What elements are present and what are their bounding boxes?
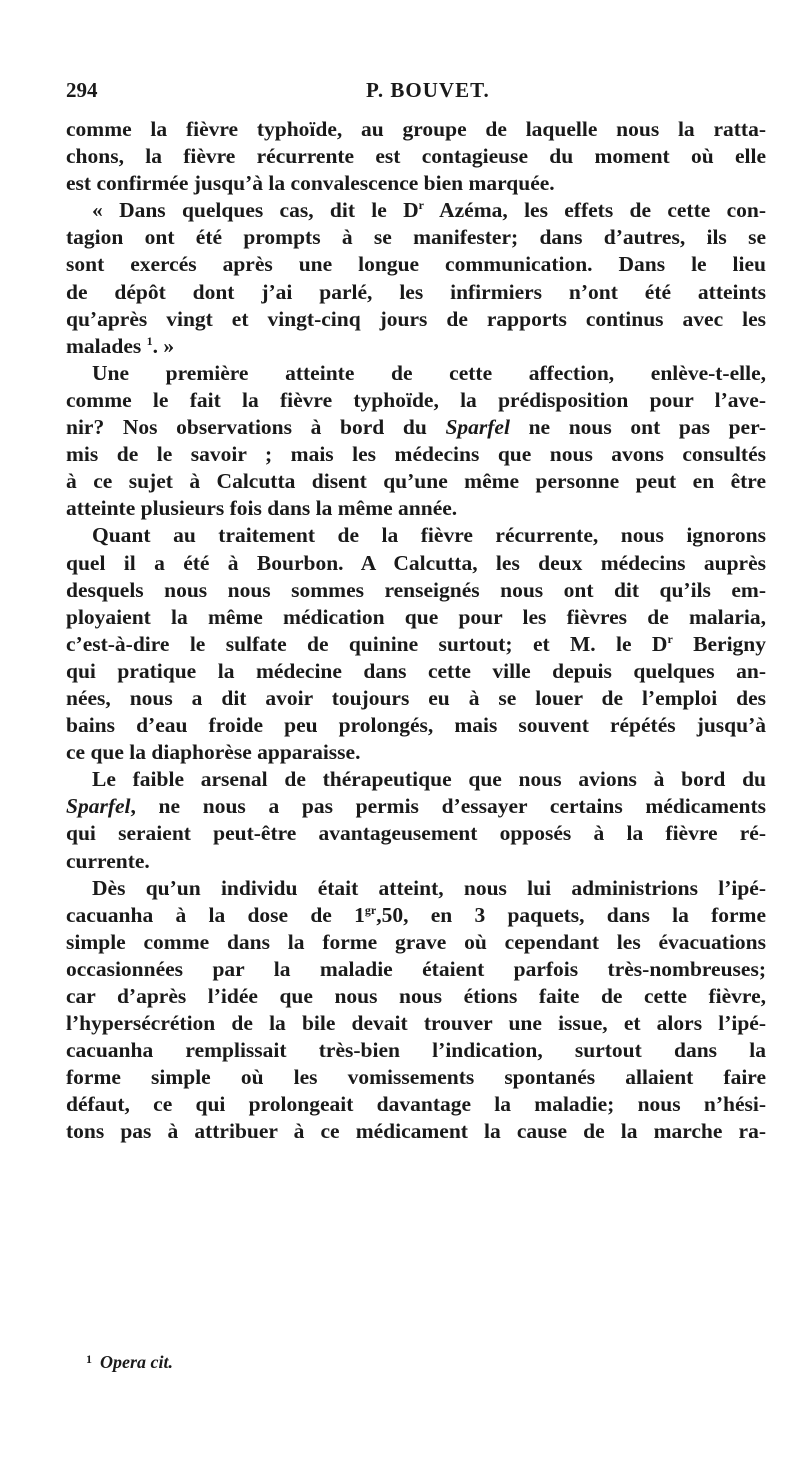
text-line: [66, 279, 766, 306]
text-line: [66, 902, 766, 929]
text-run: bains d’eau froide peu prolongés, mais souvent répétés jusqu’à: [66, 713, 766, 738]
italic-run: Sparfel: [66, 794, 131, 819]
text-run: Une première atteinte de cette affection, enlève-t-elle,: [92, 360, 766, 385]
text-line: [66, 143, 766, 170]
text-line: [66, 360, 766, 387]
text-run: quel il a été à Bourbon. A Calcutta, les deux médecins auprès: [66, 550, 766, 575]
text-run: Quant au traitement de la fièvre récurrente, nous ignorons: [92, 523, 766, 548]
text-run: comme la fièvre typhoïde, au groupe de laquelle nous la ratta-: [66, 117, 766, 141]
text-run: comme le fait la fièvre typhoïde, la prédisposition pour l’ave-: [66, 387, 766, 412]
text-run: Berigny: [672, 631, 766, 656]
text-run: ce que la diaphorèse apparaisse.: [66, 740, 361, 765]
text-line: [66, 875, 766, 902]
text-line: [66, 468, 766, 495]
text-run: de dépôt dont j’ai parlé, les infirmiers n’ont été atteints: [66, 279, 766, 304]
text-line: [66, 658, 766, 685]
text-run: sont exercés après une longue communication. Dans le lieu: [66, 252, 766, 277]
footnote: [86, 1352, 173, 1373]
text-run: l’hypersécrétion de la bile devait trouver une issue, et alors l’ipé-: [66, 1011, 766, 1036]
text-line: [66, 1118, 766, 1145]
text-run: car d’après l’idée que nous nous étions faite de cette fièvre,: [66, 984, 766, 1008]
text-line: [66, 441, 766, 468]
text-run: forme simple où les vomissements spontanés allaient faire: [66, 1065, 766, 1090]
superscript: gr: [364, 902, 377, 917]
text-run: tons pas à attribuer à ce médicament la cause de la marche ra-: [66, 1119, 766, 1144]
running-header: [66, 78, 766, 108]
text-line: [66, 1037, 766, 1064]
text-line: [66, 495, 766, 522]
text-run: occasionnées par la maladie étaient parfois très-nombreuses;: [66, 956, 766, 981]
text-run: cacuanha remplissait très-bien l’indication, surtout dans la: [66, 1038, 766, 1063]
text-run: ne nous ont pas per-: [509, 415, 766, 440]
text-line: [66, 983, 766, 1010]
text-line: [66, 224, 766, 251]
body-text: [66, 116, 766, 1146]
text-line: [66, 631, 766, 658]
text-run: cacuanha à la dose de 1: [66, 902, 365, 927]
text-run: malades: [66, 333, 147, 358]
text-run: qui pratique la médecine dans cette ville depuis quelques an-: [66, 658, 766, 683]
text-line: [66, 1064, 766, 1091]
text-line: [66, 333, 766, 360]
page-number: 294: [66, 78, 98, 102]
text-line: [66, 793, 766, 820]
text-run: Azéma, les effets de cette con-: [423, 198, 766, 223]
text-run: « Dans quelques cas, dit le D: [92, 198, 419, 223]
text-run: chons, la fièvre récurrente est contagieuse du moment où elle: [66, 144, 766, 169]
italic-run: Sparfel: [445, 415, 510, 440]
text-line: [66, 712, 766, 739]
text-run: , ne nous a pas permis d’essayer certains médicaments: [130, 794, 766, 819]
text-line: [66, 197, 766, 224]
text-line: [66, 251, 766, 278]
text-line: [66, 604, 766, 631]
text-line: [66, 306, 766, 333]
text-line: [66, 550, 766, 577]
text-line: [66, 170, 766, 197]
text-line: [66, 1010, 766, 1037]
text-run: Dès qu’un individu était atteint, nous lui administrions l’ipé-: [92, 875, 766, 900]
text-run: . »: [152, 333, 175, 358]
text-run: est confirmée jusqu’à la convalescence bien marquée.: [66, 171, 555, 196]
text-run: nir? Nos observations à bord du: [66, 415, 446, 440]
text-line: [66, 766, 766, 793]
footnote-text: Opera cit.: [100, 1352, 173, 1372]
text-run: c’est-à-dire le sulfate de quinine surtout; et M. le D: [66, 631, 668, 656]
footnote-mark: 1: [86, 1352, 92, 1366]
text-run: mis de le savoir ; mais les médecins que nous avons consultés: [66, 442, 766, 467]
text-line: [66, 116, 766, 143]
text-run: tagion ont été prompts à se manifester; dans d’autres, ils se: [66, 225, 766, 250]
text-run: qui seraient peut-être avantageusement opposés à la fièvre ré-: [66, 821, 766, 846]
text-line: [66, 1091, 766, 1118]
text-line: [66, 414, 766, 441]
text-run: simple comme dans la forme grave où cependant les évacuations: [66, 929, 766, 954]
text-run: défaut, ce qui prolongeait davantage la maladie; nous n’hési-: [66, 1092, 766, 1117]
text-line: [66, 522, 766, 549]
superscript: 1: [146, 333, 153, 348]
text-line: [66, 929, 766, 956]
superscript: r: [667, 631, 673, 646]
text-run: desquels nous nous sommes renseignés nous ont dit qu’ils em-: [66, 577, 766, 602]
text-run: currente.: [66, 848, 150, 873]
text-line: [66, 956, 766, 983]
text-line: [66, 739, 766, 766]
text-run: ,50, en 3 paquets, dans la forme: [376, 902, 766, 927]
text-line: [66, 577, 766, 604]
running-title-author: P. BOUVET.: [366, 78, 490, 102]
text-run: atteinte plusieurs fois dans la même année.: [66, 496, 458, 521]
text-line: [66, 848, 766, 875]
text-run: qu’après vingt et vingt-cinq jours de rapports continus avec les: [66, 306, 766, 331]
text-run: Le faible arsenal de thérapeutique que nous avions à bord du: [92, 767, 766, 792]
text-run: à ce sujet à Calcutta disent qu’une même personne peut en être: [66, 469, 766, 494]
superscript: r: [418, 198, 424, 213]
text-run: nées, nous a dit avoir toujours eu à se louer de l’emploi des: [66, 685, 766, 710]
text-line: [66, 685, 766, 712]
text-line: [66, 387, 766, 414]
text-line: [66, 820, 766, 847]
text-run: ployaient la même médication que pour les fièvres de malaria,: [66, 604, 766, 629]
